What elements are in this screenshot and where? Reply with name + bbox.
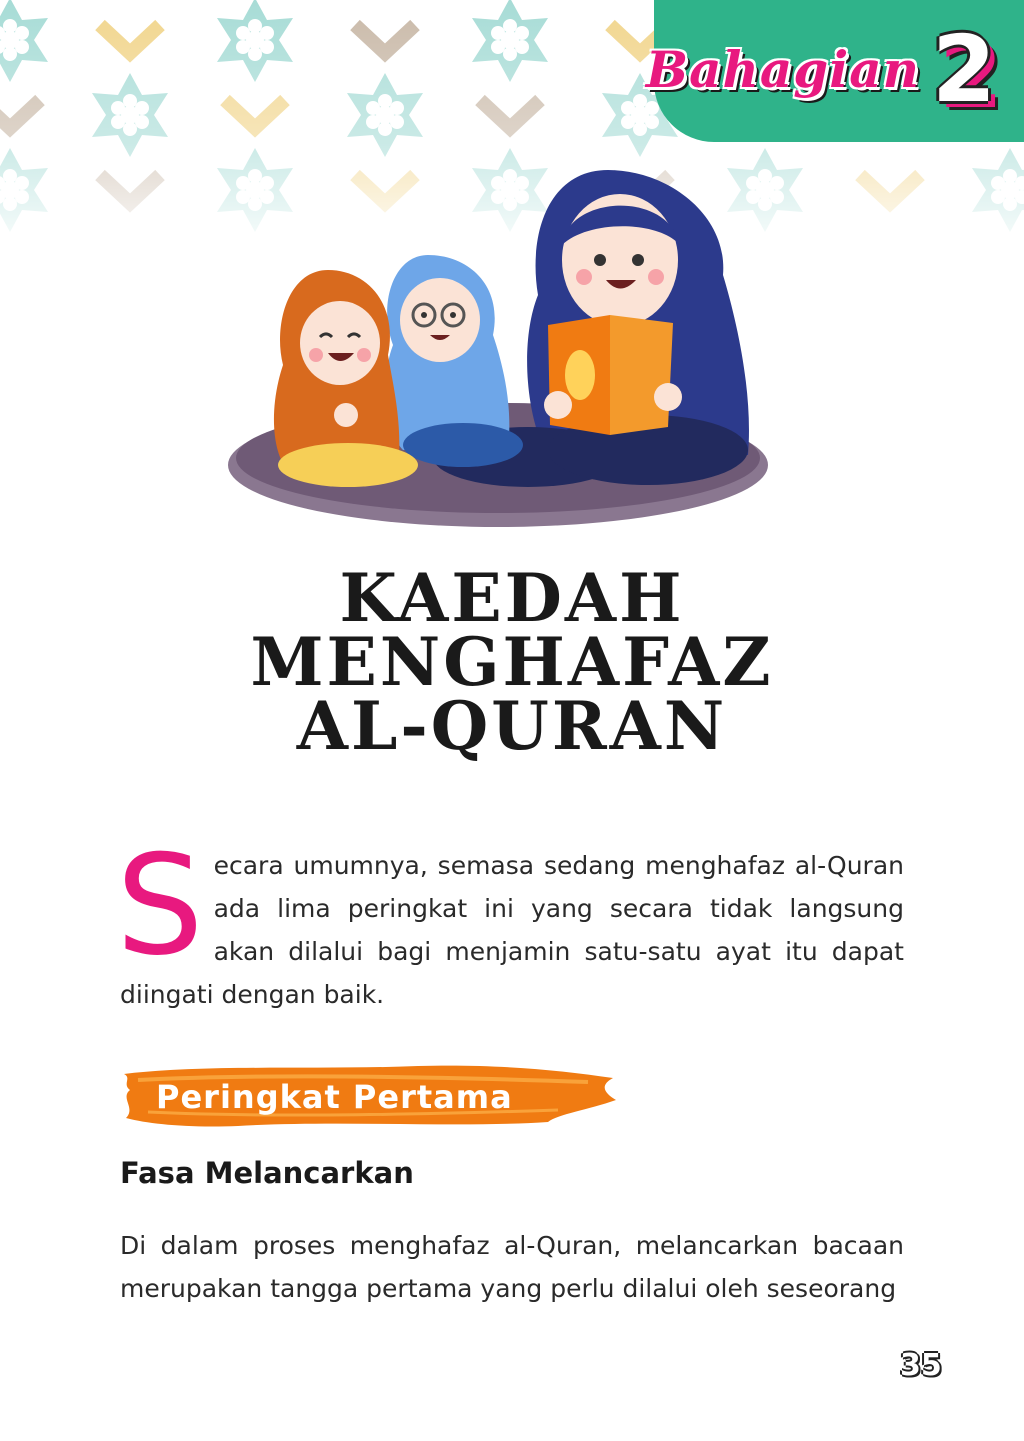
family-reading-quran-illustration — [228, 165, 773, 535]
section-subheading: Fasa Melancarkan — [120, 1156, 414, 1190]
page-number: 35 — [900, 1348, 942, 1383]
title-line-3: AL-QURAN — [296, 687, 728, 765]
intro-text: ecara umumnya, semasa sedang menghafaz al-Quran ada lima peringkat ini yang secara tidak langsung akan dilalui bagi menjamin satu-satu ayat itu dapat diingati dengan baik. — [120, 851, 904, 1009]
section-label: Peringkat Pertama — [156, 1078, 513, 1116]
chapter-number: 2 — [931, 16, 996, 123]
drop-cap: S — [116, 825, 204, 986]
title-line-2: MENGHAFAZ — [250, 623, 774, 701]
intro-paragraph — [116, 825, 904, 1016]
title-line-1: KAEDAH — [339, 559, 685, 637]
body-paragraph: Di dalam proses menghafaz al-Quran, melancarkan bacaan merupakan tangga pertama yang perlu dilalui oleh seseorang — [120, 1231, 904, 1303]
page-title — [0, 559, 1024, 765]
chapter-label: Bahagian — [645, 40, 920, 99]
